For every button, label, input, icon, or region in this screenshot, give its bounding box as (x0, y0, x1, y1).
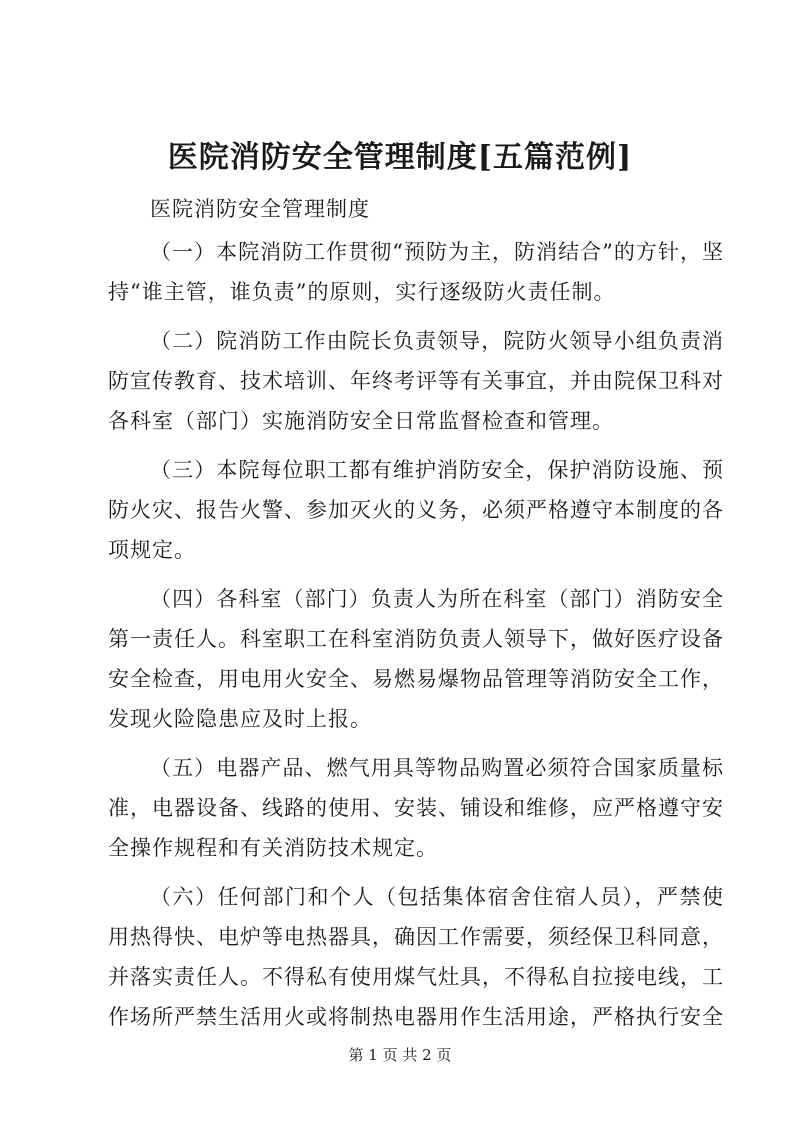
document-subtitle: 医院消防安全管理制度 (150, 197, 370, 221)
paragraph-3: （三）本院每位职工都有维护消防安全，保护消防设施、预防火灾、报告火警、参加灭火的义务，必须严格遵守本制度的各项规定。 (108, 458, 724, 562)
document-title: 医院消防安全管理制度[五篇范例] (167, 140, 633, 175)
paragraph-1: （一）本院消防工作贯彻“预防为主，防消结合”的方针，坚持“谁主管，谁负责”的原则，实行逐级防火责任制。 (108, 240, 724, 304)
paragraph-4: （四）各科室（部门）负责人为所在科室（部门）消防安全第一责任人。科室职工在科室消防负责人领导下，做好医疗设备安全检查，用电用火安全、易燃易爆物品管理等消防安全工作，发现火险隐患应及时上报。 (108, 587, 724, 731)
paragraph-6: （六）任何部门和个人（包括集体宿舍住宿人员），严禁使用热得快、电炉等电热器具，确因工作需要，须经保卫科同意，并落实责任人。不得私有使用煤气灶具，不得私自拉接电线，工作场所严禁生活用火或将制热电器用作生活用途，严格执行安全 (108, 885, 724, 1029)
document-body (108, 232, 724, 1046)
paragraph-2: （二）院消防工作由院长负责领导，院防火领导小组负责消防宣传教育、技术培训、年终考评等有关事宜，并由院保卫科对各科室（部门）实施消防安全日常监督检查和管理。 (108, 329, 724, 433)
page-footer: 第 1 页 共 2 页 (348, 1046, 452, 1064)
paragraph-5: （五）电器产品、燃气用具等物品购置必须符合国家质量标准，电器设备、线路的使用、安装、铺设和维修，应严格遵守安全操作规程和有关消防技术规定。 (108, 756, 724, 860)
